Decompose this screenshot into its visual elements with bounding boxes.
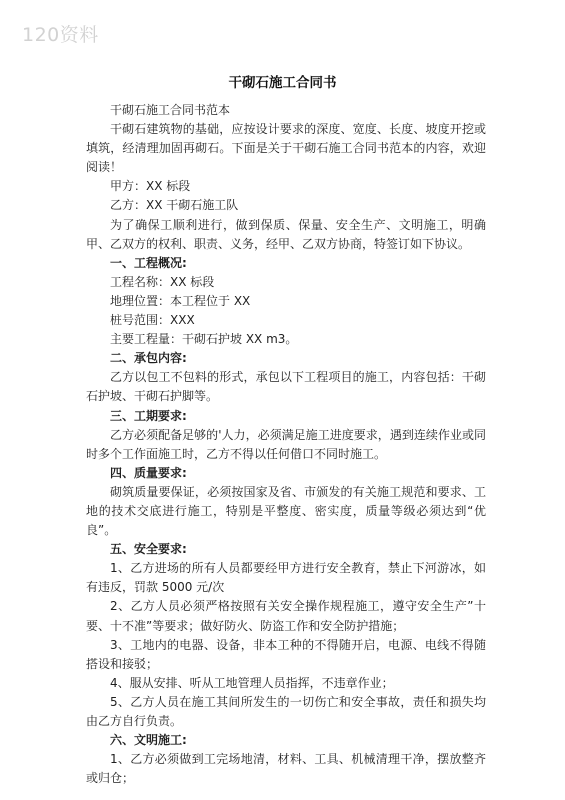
section-heading: 二、承包内容:	[110, 351, 187, 366]
paragraph: 干砌石施工合同书范本	[110, 103, 231, 117]
paragraph: 2、乙方人员必须严格按照有关安全操作规程施工，遵守安全生产”十要、十不准”等要求；做好防火、防盗工作和安全防护措施；	[86, 599, 486, 633]
paragraph: 1、乙方必须做到工完场地清，材料、工具、机械清理干净，摆放整齐或归仓；	[86, 752, 486, 786]
section-heading: 三、工期要求:	[110, 408, 187, 423]
paragraph: 乙方：XX 干砌石施工队	[110, 198, 239, 213]
paragraph: 砌筑质量要保证，必须按国家及省、市颁发的有关施工规范和要求、工地的技术交底进行施工，特别是平整度、密实度，质量等级必须达到“优良”。	[86, 484, 486, 538]
paragraph: 工程名称：XX 标段	[110, 274, 215, 289]
section-heading: 四、质量要求:	[110, 465, 187, 480]
paragraph: 乙方以包工不包料的形式，承包以下工程项目的施工，内容包括：干砌石护坡、干砌石护脚等。	[86, 370, 486, 404]
section-heading: 六、文明施工:	[110, 733, 187, 748]
paragraph: 1、乙方进场的所有人员都要经甲方进行安全教育，禁止下河游冰，如有违反，罚款 5000 元/次	[86, 561, 486, 595]
document-title: 干砌石施工合同书	[228, 75, 337, 91]
paragraph: 干砌石建筑物的基础，应按设计要求的深度、宽度、长度、坡度开挖或填筑，经清理加固再砌石。下面是关于干砌石施工合同书范本的内容，欢迎阅读！	[86, 122, 486, 175]
paragraph: 3、工地内的电器、设备，非本工种的不得随开启，电源、电线不得随搭设和接驳；	[86, 637, 486, 671]
paragraph: 主要工程量：干砌石护坡 XX m3。	[110, 332, 298, 347]
paragraph: 甲方：XX 标段	[110, 179, 191, 194]
paragraph: 为了确保工顺利进行，做到保质、保量、安全生产、文明施工，明确甲、乙双方的权利、职责、义务，经甲、乙双方协商，特签订如下协议。	[86, 217, 486, 251]
watermark: 120资料	[22, 24, 99, 46]
paragraph: 4、服从安排、听从工地管理人员指挥，不违章作业；	[110, 675, 394, 690]
section-heading: 五、安全要求:	[110, 542, 187, 557]
paragraph: 地理位置：本工程位于 XX	[110, 293, 251, 308]
paragraph: 桩号范围：XXX	[110, 313, 195, 328]
paragraph: 5、乙方人员在施工其间所发生的一切伤亡和安全事故，责任和损失均由乙方自行负责。	[86, 694, 486, 728]
section-heading: 一、工程概况:	[110, 255, 187, 270]
paragraph: 乙方必须配备足够的'人力，必须满足施工进度要求，遇到连续作业或同时多个工作面施工时，乙方不得以任何借口不同时施工。	[86, 427, 486, 461]
document-body	[86, 101, 486, 788]
